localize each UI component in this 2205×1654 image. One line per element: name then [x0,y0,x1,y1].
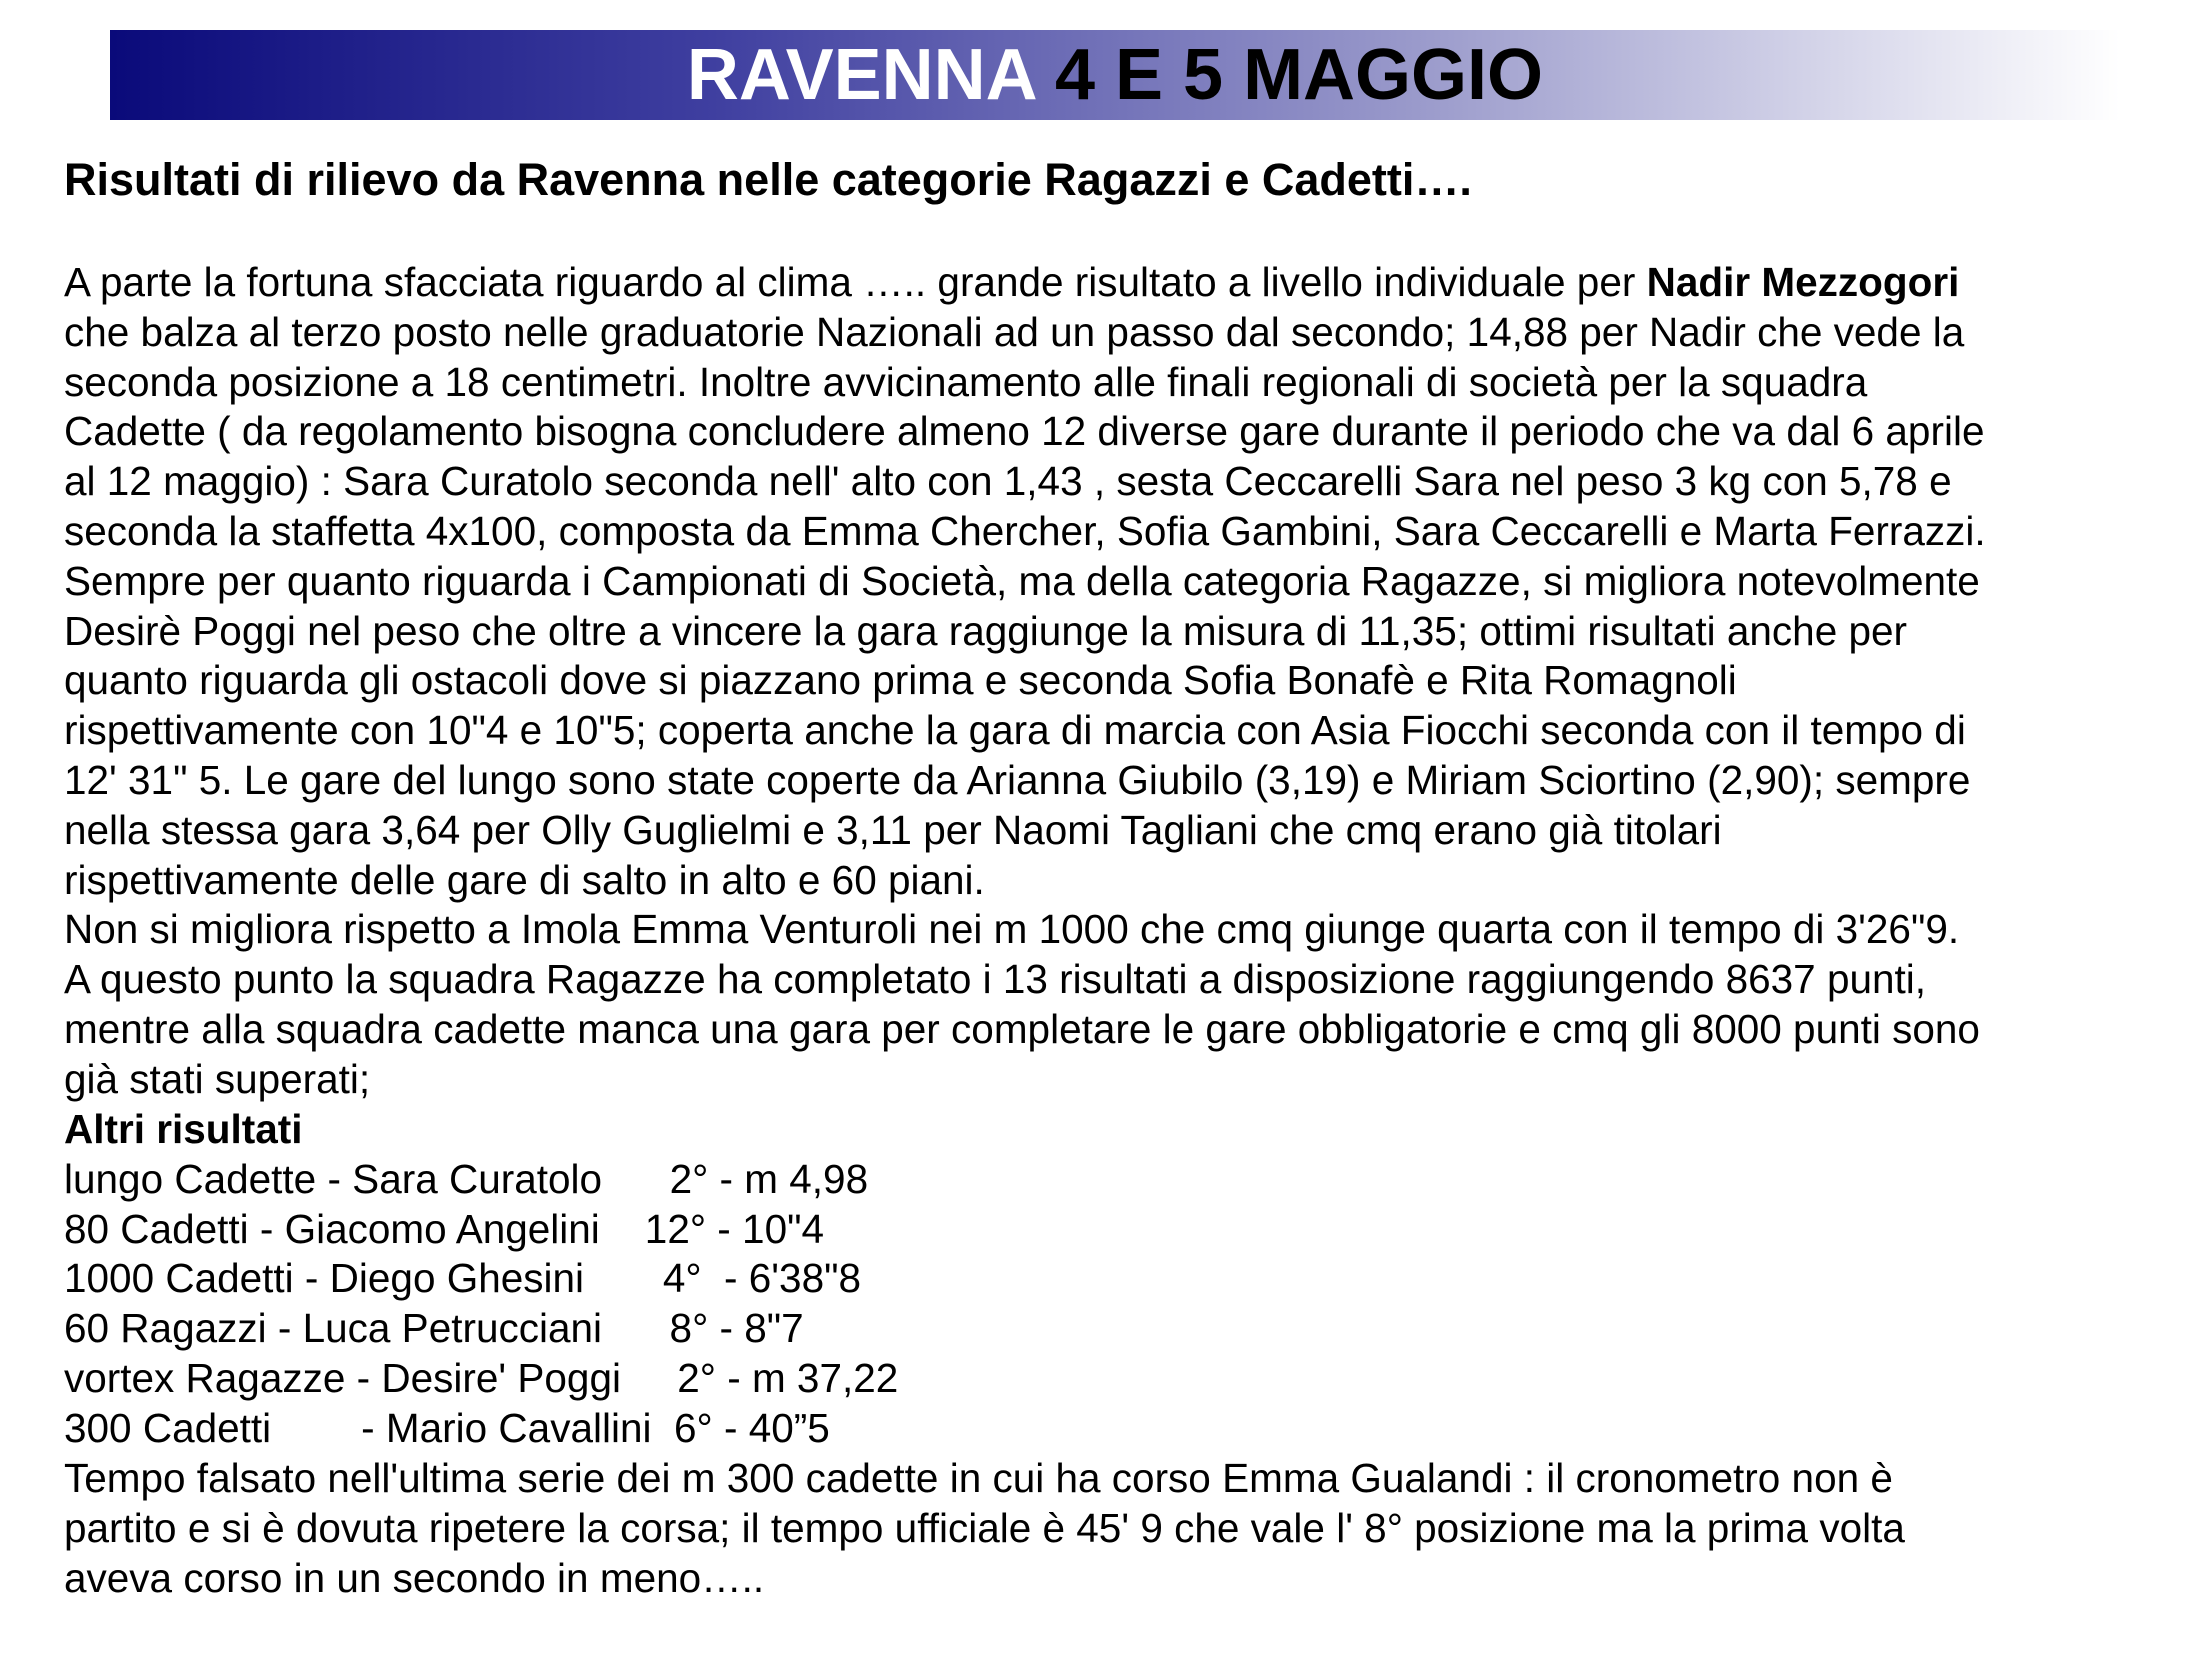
slide-title-date: 4 E 5 MAGGIO [1054,35,1544,115]
paragraph-line: nella stessa gara 3,64 per Olly Guglielmi e 3,11 per Naomi Tagliani che cmq erano già titolari [64,806,1722,853]
result-row: 300 Cadetti - Mario Cavallini 6° - 40”5 [64,1404,830,1451]
paragraph-line: quanto riguarda gli ostacoli dove si piazzano prima e seconda Sofia Bonafè e Rita Romagnoli [64,657,1737,704]
paragraph-line: Non si migliora rispetto a Imola Emma Venturoli nei m 1000 che cmq giunge quarta con il tempo di 3'26"9. [64,906,1960,953]
paragraph-line: A questo punto la squadra Ragazze ha completato i 13 risultati a disposizione raggiungendo 8637 punti, [64,956,1927,1003]
slide-subtitle: Risultati di rilievo da Ravenna nelle categorie Ragazzi e Cadetti…. [64,154,1472,205]
paragraph-line: Sempre per quanto riguarda i Campionati di Società, ma della categoria Ragazze, si migliora notevolmente [64,557,1980,604]
other-results-section [64,1105,2184,1454]
paragraph-line-text: A parte la fortuna sfacciata riguardo al clima ….. grande risultato a livello individuale per [64,259,1647,305]
paragraph-line: al 12 maggio) : Sara Curatolo seconda nell' alto con 1,43 , sesta Ceccarelli Sara nel peso 3 kg con 5,78 e [64,458,1952,505]
paragraph-line: seconda la staffetta 4x100, composta da Emma Chercher, Sofia Gambini, Sara Ceccarelli e Marta Ferrazzi. [64,507,1986,554]
closing-line: partito e si è dovuta ripetere la corsa; il tempo ufficiale è 45' 9 che vale l' 8° posizione ma la prima volta [64,1504,1905,1551]
paragraph-line: rispettivamente con 10"4 e 10"5; coperta anche la gara di marcia con Asia Fiocchi seconda con il tempo di [64,707,1966,754]
paragraph-line: 12' 31" 5. Le gare del lungo sono state coperte da Arianna Giubilo (3,19) e Miriam Sciortino (2,90); sempre [64,756,1971,803]
result-row: vortex Ragazze - Desire' Poggi 2° - m 37,22 [64,1354,899,1401]
highlight-athlete-name: Nadir Mezzogori [1646,259,1960,305]
slide-title-bar [110,30,2120,120]
main-paragraph [64,258,2184,1105]
result-row: lungo Cadette - Sara Curatolo 2° - m 4,98 [64,1155,869,1202]
closing-line: Tempo falsato nell'ultima serie dei m 300 cadette in cui ha corso Emma Gualandi : il cronometro non è [64,1455,1893,1501]
paragraph-line [64,258,2184,308]
paragraph-line: rispettivamente delle gare di salto in alto e 60 piani. [64,856,985,903]
result-row: 80 Cadetti - Giacomo Angelini 12° - 10"4 [64,1205,824,1252]
paragraph-line: già stati superati; [64,1055,371,1102]
closing-paragraph [64,1454,2184,1603]
paragraph-line: che balza al terzo posto nelle graduatorie Nazionali ad un passo dal secondo; 14,88 per Nadir che vede la [64,308,1965,355]
paragraph-line: seconda posizione a 18 centimetri. Inoltre avvicinamento alle finali regionali di società per la squadra [64,358,1868,405]
paragraph-line: Desirè Poggi nel peso che oltre a vincere la gara raggiunge la misura di 11,35; ottimi risultati anche per [64,607,1908,654]
closing-line: aveva corso in un secondo in meno….. [64,1554,765,1601]
other-results-heading: Altri risultati [64,1106,303,1152]
result-row: 60 Ragazzi - Luca Petrucciani 8° - 8"7 [64,1305,804,1352]
paragraph-line: Cadette ( da regolamento bisogna concludere almeno 12 diverse gare durante il periodo che va dal 6 aprile [64,408,1985,455]
result-row: 1000 Cadetti - Diego Ghesini 4° - 6'38"8 [64,1255,861,1302]
slide-title-city: RAVENNA [686,35,1035,115]
paragraph-line: mentre alla squadra cadette manca una gara per completare le gare obbligatorie e cmq gli 8000 punti sono [64,1005,1980,1052]
